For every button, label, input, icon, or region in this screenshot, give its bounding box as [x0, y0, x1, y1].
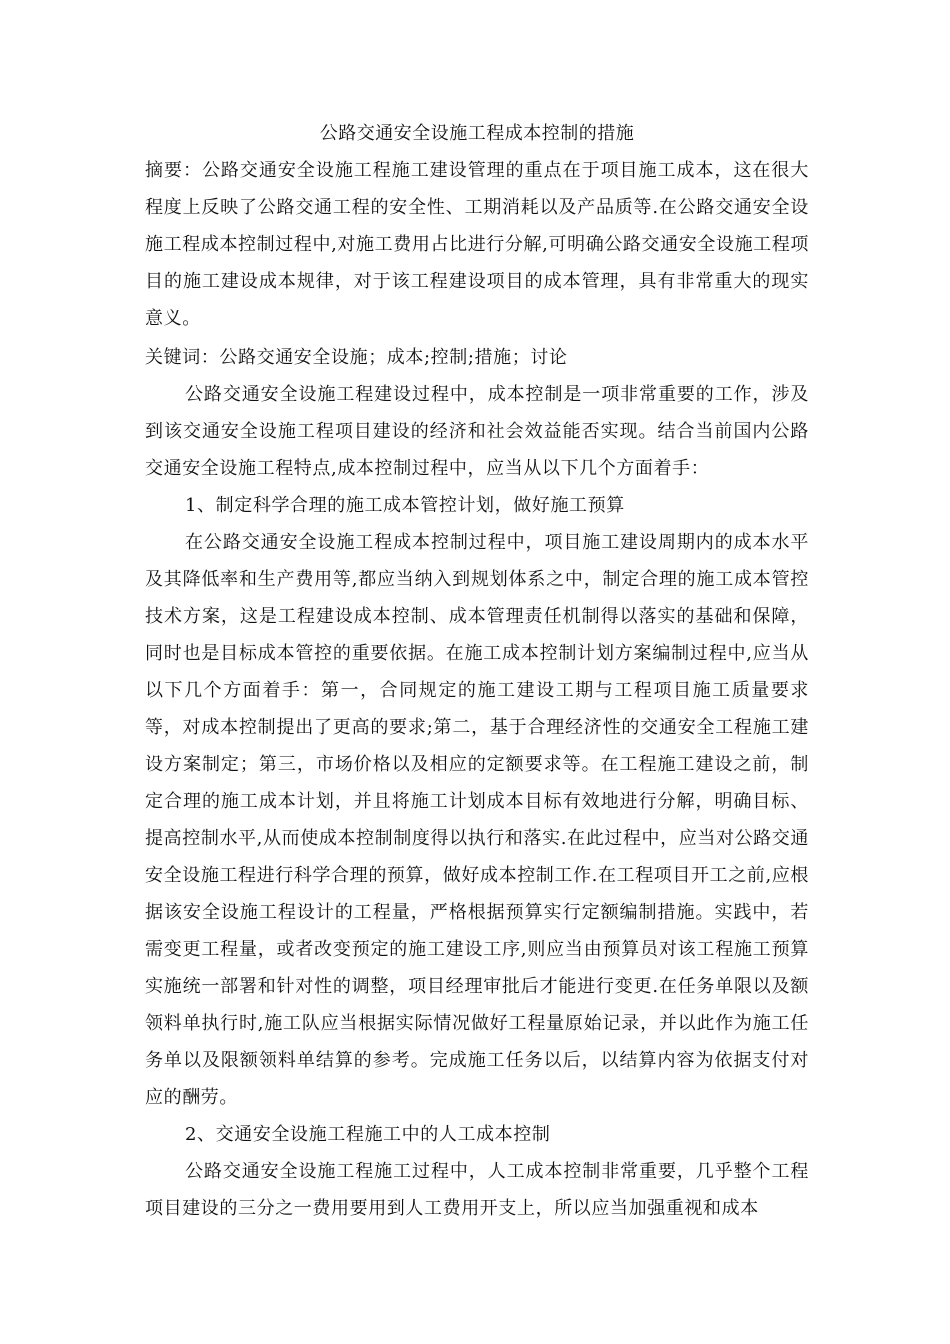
section-1-paragraph: 在公路交通安全设施工程成本控制过程中，项目施工建设周期内的成本水平及其降低率和生产费用等,都应当纳入到规划体系之中，制定合理的施工成本管控技术方案，这是工程建设成本控制、成本管理责任机制得以落实的基础和保障，同时也是目标成本管控的重要依据。在施工成本控制计划方案编制过程中,应当从以下几个方面着手：第一，合同规定的施工建设工期与工程项目施工质量要求等，对成本控制提出了更高的要求;第二，基于合理经济性的交通安全工程施工建设方案制定；第三，市场价格以及相应的定额要求等。在工程施工建设之前，制定合理的施工成本计划，并且将施工计划成本目标有效地进行分解，明确目标、提高控制水平,从而使成本控制制度得以执行和落实.在此过程中，应当对公路交通安全设施工程进行科学合理的预算，做好成本控制工作.在工程项目开工之前,应根据该安全设施工程设计的工程量，严格根据预算实行定额编制措施。实践中，若需变更工程量，或者改变预定的施工建设工序,则应当由预算员对该工程施工预算实施统一部署和针对性的调整，项目经理审批后才能进行变更.在任务单限以及额领料单执行时,施工队应当根据实际情况做好工程量原始记录，并以此作为施工任务单以及限额领料单结算的参考。完成施工任务以后，以结算内容为依据支付对应的酬劳。	[145, 532, 809, 1108]
intro-paragraph: 公路交通安全设施工程建设过程中，成本控制是一项非常重要的工作，涉及到该交通安全设施工程项目建设的经济和社会效益能否实现。结合当前国内公路交通安全设施工程特点,成本控制过程中，应当从以下几个方面着手：	[145, 384, 809, 479]
document-body	[145, 118, 809, 1227]
section-2-paragraph: 公路交通安全设施工程施工过程中，人工成本控制非常重要，几乎整个工程项目建设的三分之一费用要用到人工费用开支上，所以应当加强重视和成本	[145, 1161, 809, 1219]
document-title: 公路交通安全设施工程成本控制的措施	[319, 123, 635, 144]
keywords-line: 关键词：公路交通安全设施；成本;控制;措施；讨论	[145, 347, 568, 368]
section-1-heading: 1、制定科学合理的施工成本管控计划，做好施工预算	[185, 495, 625, 516]
abstract-paragraph: 摘要：公路交通安全设施工程施工建设管理的重点在于项目施工成本，这在很大程度上反映了公路交通工程的安全性、工期消耗以及产品质等.在公路交通安全设施工程成本控制过程中,对施工费用占比进行分解,可明确公路交通安全设施工程项目的施工建设成本规律，对于该工程建设项目的成本管理，具有非常重大的现实意义。	[145, 160, 809, 329]
section-2-heading: 2、交通安全设施工程施工中的人工成本控制	[185, 1124, 551, 1145]
